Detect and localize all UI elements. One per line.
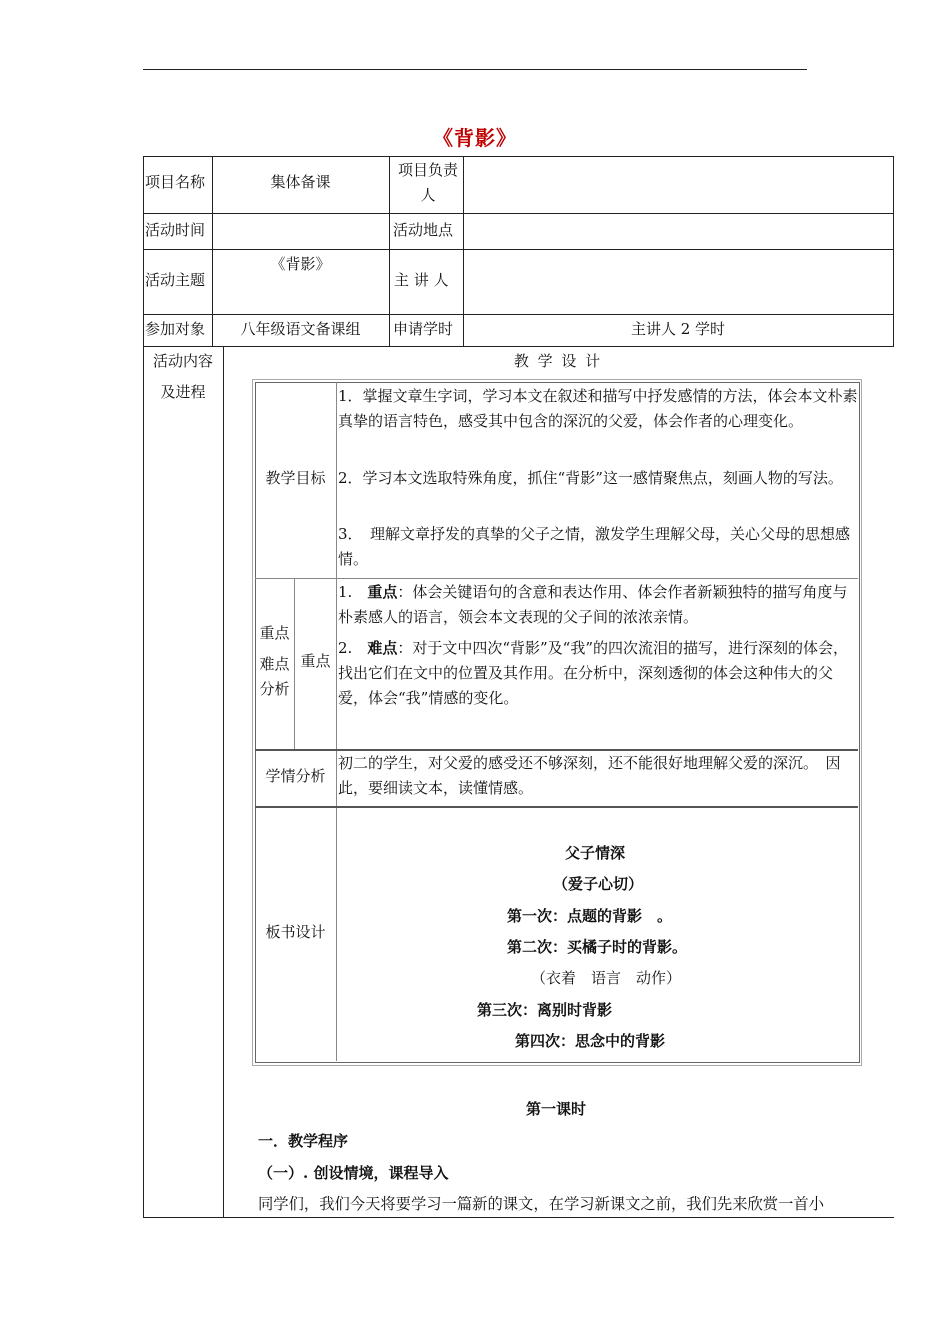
project-leader-label: 项目负责人 bbox=[397, 161, 458, 204]
goal-item-1: 1．掌握文章生字词，学习本文在叙述和描写中抒发感情的方法，体会本文朴素真挚的语言特色，感受其中包含的深沉的父爱，体会作者的心理变化。 bbox=[338, 387, 858, 430]
board-line-6: 第三次：离别时背影 bbox=[477, 1001, 613, 1019]
board-line-3: 第一次：点题的背影 。 bbox=[507, 907, 673, 925]
theme-value: 《背影》 bbox=[270, 255, 331, 273]
period-heading: 第一课时 bbox=[526, 1100, 587, 1118]
analysis-label-line3: 分析 bbox=[259, 680, 290, 698]
project-name-label: 项目名称 bbox=[145, 173, 206, 191]
key-point-2: 2. 难点：对于文中四次“背影”及“我”的四次流泪的描写，进行深刻的体会，找出它们在文中的位置及其作用。在分析中，深刻透彻的体会这种伟大的父爱，体会“我”情感的变化。 bbox=[338, 639, 849, 707]
analysis-label-line1: 重点 bbox=[259, 624, 290, 642]
theme-label: 活动主题 bbox=[145, 271, 206, 289]
goals-label: 教学目标 bbox=[265, 469, 326, 487]
apply-hours-label: 申请学时 bbox=[393, 320, 454, 338]
section-heading-1-1: （一）. 创设情境，课程导入 bbox=[258, 1164, 449, 1182]
board-line-2: （爱子心切） bbox=[553, 875, 644, 893]
board-line-5: （衣着 语言 动作） bbox=[531, 969, 682, 987]
header-rule bbox=[143, 69, 807, 70]
key-label: 重点 bbox=[300, 652, 331, 670]
analysis-label-line2: 难点 bbox=[259, 655, 290, 673]
board-line-4: 第二次：买橘子时的背影。 bbox=[507, 938, 688, 956]
content-label-line1: 活动内容 bbox=[152, 352, 213, 370]
goal-item-2: 2．学习本文选取特殊角度，抓住“背影”这一感情聚焦点，刻画人物的写法。 bbox=[338, 469, 843, 487]
project-name-value: 集体备课 bbox=[270, 173, 331, 191]
board-line-1: 父子情深 bbox=[565, 844, 626, 862]
student-analysis-text: 初二的学生，对父爱的感受还不够深刻，还不能很好地理解父爱的深沉。 因此，要细读文本，读懂情感。 bbox=[338, 754, 841, 797]
apply-hours-value: 主讲人 2 学时 bbox=[630, 320, 726, 338]
board-line-7: 第四次：思念中的背影 bbox=[515, 1032, 666, 1050]
participants-label: 参加对象 bbox=[145, 320, 206, 338]
board-design-label: 板书设计 bbox=[265, 923, 326, 941]
place-label: 活动地点 bbox=[393, 221, 454, 239]
participants-value: 八年级语文备课组 bbox=[240, 320, 361, 338]
section-heading-1: 一．教学程序 bbox=[258, 1132, 349, 1150]
goal-item-3: 3． 理解文章抒发的真挚的父子之情，激发学生理解父母，关心父母的思想感情。 bbox=[338, 525, 851, 568]
design-heading: 教 学 设 计 bbox=[513, 352, 603, 370]
speaker-label: 主 讲 人 bbox=[394, 271, 449, 289]
student-analysis-label: 学情分析 bbox=[265, 767, 326, 785]
intro-paragraph: 同学们，我们今天将要学习一篇新的课文，在学习新课文之前，我们先来欣赏一首小 bbox=[258, 1195, 824, 1213]
document-title: 《背影》 bbox=[433, 126, 517, 150]
key-point-1: 1. 重点：体会关键语句的含意和表达作用、体会作者新颖独特的描写角度与朴素感人的语言，领会本文表现的父子间的浓浓亲情。 bbox=[338, 583, 848, 626]
time-label: 活动时间 bbox=[145, 221, 206, 239]
content-label-line2: 及进程 bbox=[160, 383, 206, 401]
